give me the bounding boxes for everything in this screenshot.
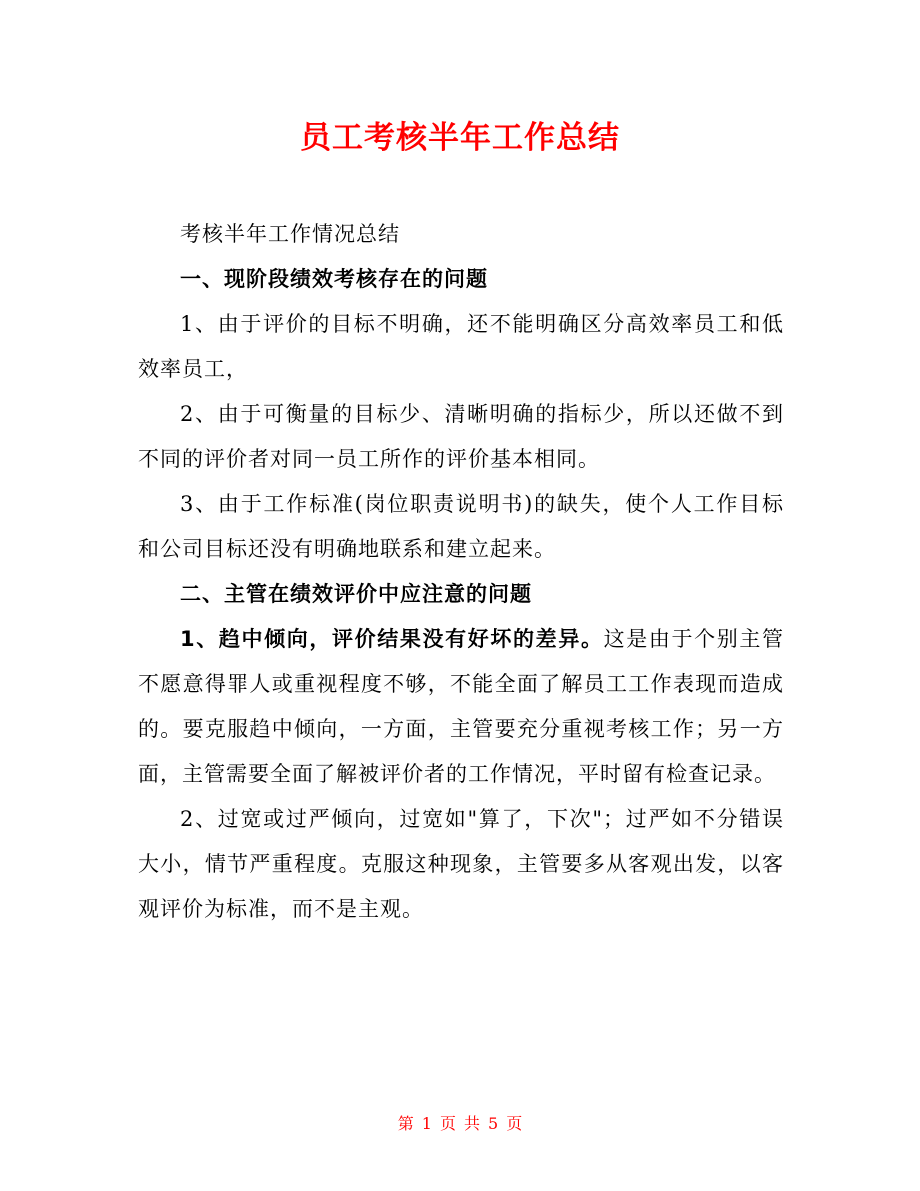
footer-total-pages: 5: [488, 1114, 499, 1133]
section1-heading: 一、现阶段绩效考核存在的问题: [180, 267, 488, 291]
section2-item-1-body: 这是由于个别主管不愿意得罪人或重视程度不够，不能全面了解员工工作表现而造成的。要克服趋中倾向，一方面，主管要充分重视考核工作；另一方面，主管需要全面了解被评价者的工作情况，平时留有检查记录。: [138, 627, 784, 786]
footer-prefix: 第: [397, 1114, 414, 1133]
section1-item-3: 3、由于工作标准(岗位职责说明书)的缺失，使个人工作目标和公司目标还没有明确地联系和建立起来。: [138, 492, 784, 561]
page-footer: [0, 1112, 920, 1136]
section2-item-1-lead: 1、趋中倾向，评价结果没有好坏的差异。: [180, 627, 604, 651]
document-body: [138, 212, 784, 932]
section2-item-2: 2、过宽或过严倾向，过宽如"算了，下次"；过严如不分错误大小，情节严重程度。克服这种现象，主管要多从客观出发，以客观评价为标准，而不是主观。: [138, 807, 784, 921]
section1-item-2: 2、由于可衡量的目标少、清晰明确的指标少，所以还做不到不同的评价者对同一员工所作的评价基本相同。: [138, 402, 784, 471]
section2-heading: 二、主管在绩效评价中应注意的问题: [180, 582, 532, 606]
section2-item-1: [138, 617, 784, 797]
section1-item-1: 1、由于评价的目标不明确，还不能明确区分高效率员工和低效率员工，: [138, 312, 784, 381]
document-title: 员工考核半年工作总结: [300, 120, 620, 156]
footer-page-word: 页: [439, 1114, 456, 1133]
footer-total-word: 共: [464, 1114, 481, 1133]
subtitle-paragraph: 考核半年工作情况总结: [180, 222, 400, 246]
footer-suffix: 页: [506, 1114, 523, 1133]
footer-current-page: 1: [421, 1114, 432, 1133]
